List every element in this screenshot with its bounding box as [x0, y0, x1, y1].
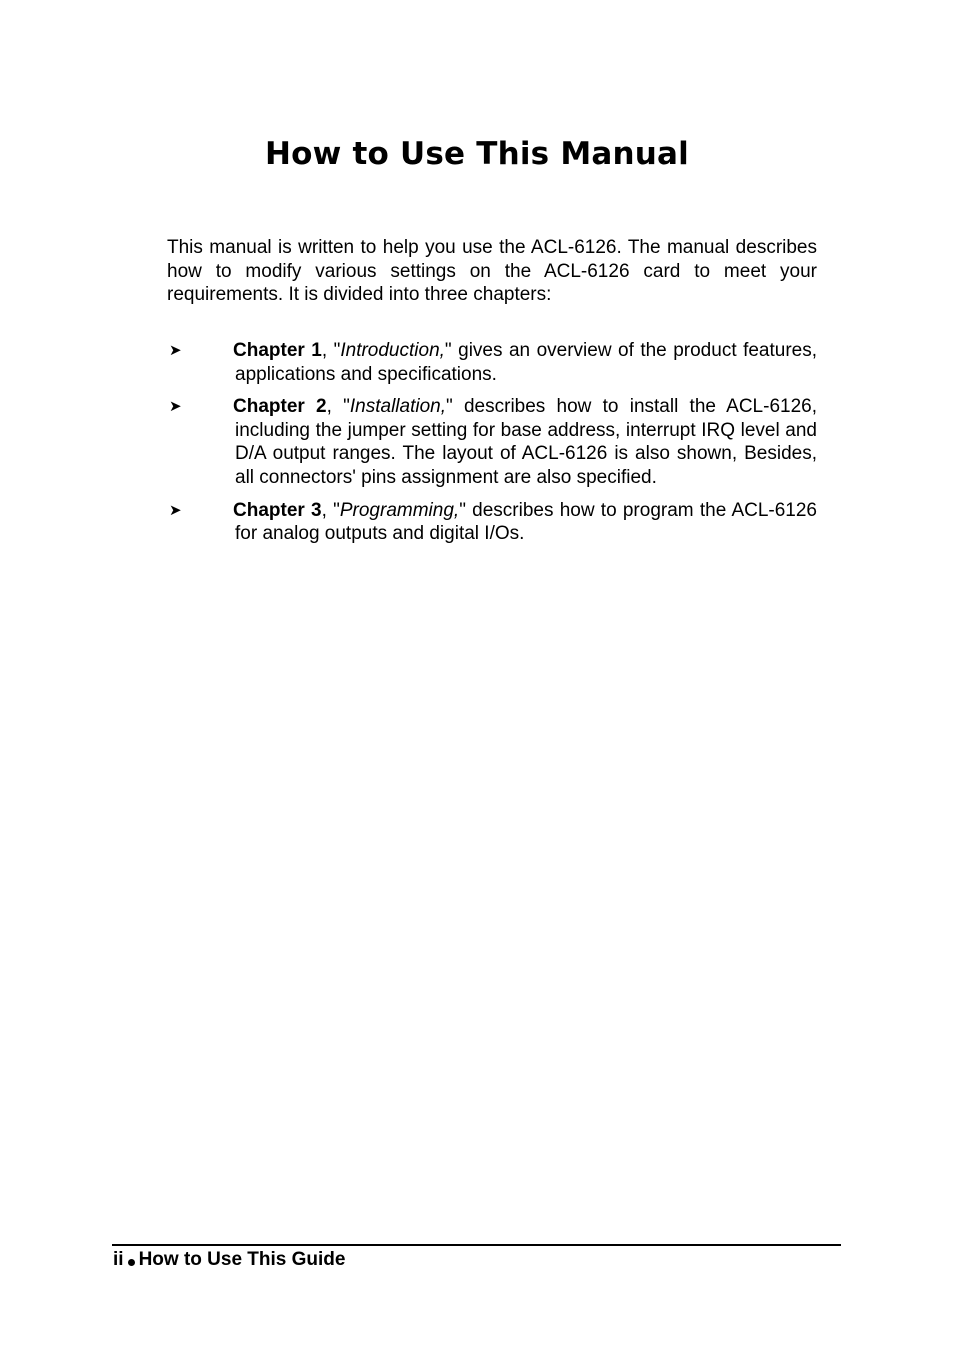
chapter-item: [167, 499, 817, 546]
bullet-dot-icon: [128, 1259, 135, 1266]
chapter-item: [167, 339, 817, 386]
page-number: ii: [113, 1249, 124, 1270]
chapter-list: [167, 339, 817, 555]
page-title: How to Use This Manual: [265, 136, 689, 172]
chapter-name: Installation,: [349, 396, 446, 418]
footer-section-title: How to Use This Guide: [138, 1249, 346, 1270]
page-footer: [113, 1248, 345, 1272]
chapter-name: Introduction,: [340, 340, 445, 361]
chapter-description: " describes how to program the ACL-6126 for analog outputs and digital I/Os.: [235, 499, 817, 545]
chapter-description: " describes how to install the ACL-6126, including the jumper setting for base address, interrupt IRQ level and D/A output ranges. The layout of ACL-6126 is also shown, Besides, all connectors' pins assignment are also specified.: [235, 396, 817, 488]
chapter-label: Chapter 1: [233, 340, 322, 361]
footer-rule: [112, 1244, 841, 1246]
arrowhead-bullet-icon: ➤: [169, 341, 182, 359]
chapter-separator: , ": [326, 396, 350, 418]
chapter-description: " gives an overview of the product features, applications and specifications.: [235, 340, 818, 385]
arrowhead-bullet-icon: ➤: [169, 397, 182, 416]
chapter-item: [167, 395, 817, 489]
chapter-separator: , ": [321, 499, 340, 521]
intro-paragraph: This manual is written to help you use the ACL-6126. The manual describes how to modify various settings on the ACL-6126 card to meet your requirements. It is divided into three chapters:: [167, 237, 817, 306]
chapter-separator: , ": [321, 340, 341, 361]
arrowhead-bullet-icon: ➤: [169, 500, 182, 519]
chapter-label: Chapter 3: [233, 499, 322, 521]
chapter-name: Programming,: [339, 499, 460, 521]
chapter-label: Chapter 2: [233, 396, 327, 418]
